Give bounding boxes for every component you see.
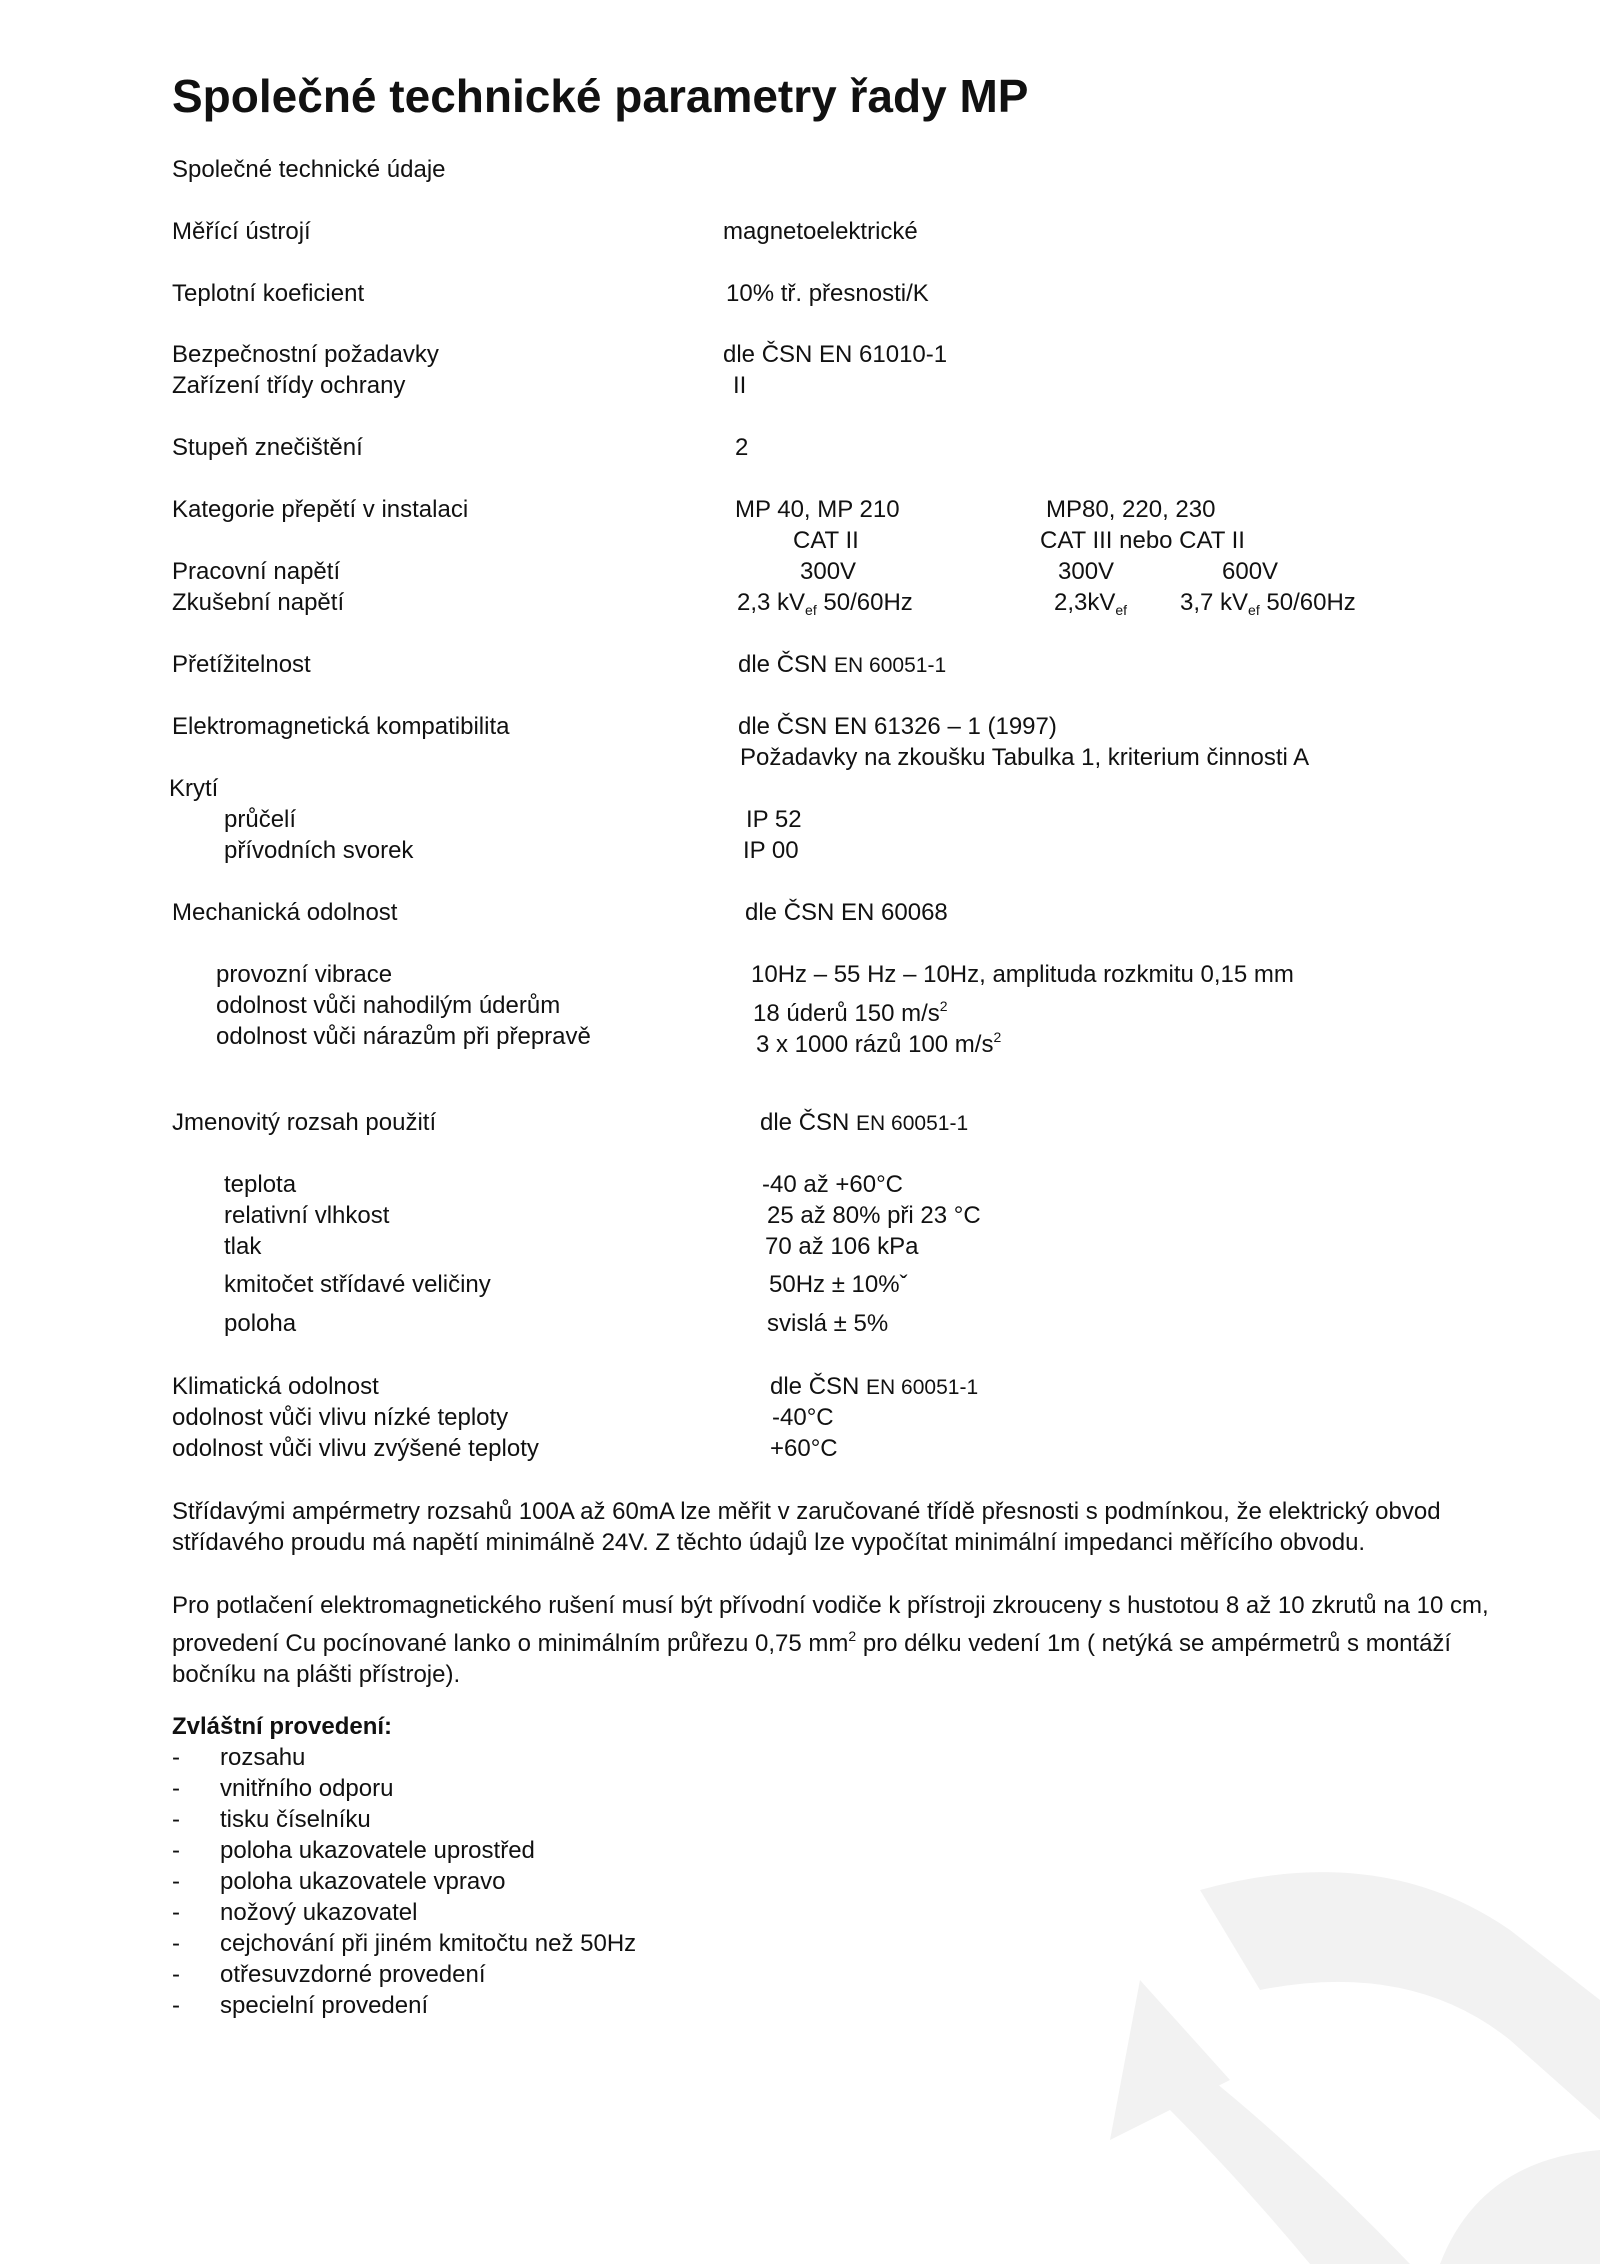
list-item: rozsahu (220, 1744, 306, 1771)
value-nizke: -40°C (772, 1404, 834, 1431)
label-klim: Klimatická odolnost (172, 1373, 379, 1400)
value-zk-col3: 3,7 $kV_{ef}$ 50/60Hz (1180, 589, 1356, 618)
value-zvys: +60°C (770, 1435, 838, 1462)
value-pruceli: IP 52 (746, 806, 802, 833)
page-title: Společné technické parametry řady MP (172, 70, 1029, 122)
value-pret: dle ČSN EN 60051-1 (738, 651, 947, 678)
paragraph-emi: Pro potlačení elektromagnetického rušení musí být přívodní vodiče k přístroji zkrouceny s hustotou 8 až 10 zkrutů na 10 cm, provedení Cu pocínované lanko o minimálním průřezu 0,75 $mm^2$ pro délku vedení 1m ( netýká se ampérmetrů s montáží bočníku na plášti přístroje). (172, 1592, 1489, 1688)
paragraph-ac-ammeters: Střídavými ampérmetry rozsahů 100A až 60mA lze měřit v zaručované třídě přesnosti s podmínkou, že elektrický obvod střídavého proudu má napětí minimálně 24V. Z těchto údajů lze vypočítat minimální impedanci měřícího obvodu. (172, 1498, 1441, 1556)
label-pret: Přetížitelnost (172, 651, 311, 678)
label-pruceli: průčelí (224, 806, 297, 833)
list-item: vnitřního odporu (220, 1775, 394, 1802)
value-teplota: -40 až +60°C (762, 1171, 904, 1198)
value-klim: dle ČSN EN 60051-1 (770, 1373, 979, 1400)
label-uder: odolnost vůči nahodilým úderům (216, 992, 561, 1019)
label-svorek: přívodních svorek (224, 837, 414, 864)
label-zar: Zařízení třídy ochrany (172, 372, 406, 399)
label-kryti: Krytí (169, 775, 219, 802)
label-tepl: Teplotní koeficient (172, 280, 365, 307)
value-vlh: 25 až 80% při 23 °C (767, 1202, 981, 1229)
value-prac-col1: 300V (800, 558, 857, 585)
list-dash: - (172, 1868, 180, 1895)
list-dash: - (172, 1806, 180, 1833)
value-zk-col2: $2,3kV_{ef}$ (1054, 589, 1128, 618)
label-tlak: tlak (224, 1233, 262, 1260)
list-dash: - (172, 1992, 180, 2019)
list-item: tisku číselníku (220, 1806, 371, 1833)
value-naraz: 3 x 1000 rázů 100 $m/s^2$ (756, 1029, 1002, 1058)
label-zk: Zkušební napětí (172, 589, 345, 616)
list-item: cejchování při jiném kmitočtu než 50Hz (220, 1930, 637, 1957)
label-zvys: odolnost vůči vlivu zvýšené teploty (172, 1435, 539, 1462)
label-naraz: odolnost vůči nárazům při přepravě (216, 1023, 591, 1050)
label-poloha: poloha (224, 1310, 297, 1337)
list-item: nožový ukazovatel (220, 1899, 418, 1926)
value-vib: 10Hz – 55 Hz – 10Hz, amplituda rozkmitu 0,15 mm (751, 961, 1294, 988)
value-tepl: 10% tř. přesnosti/K (726, 280, 929, 307)
value-tlak: 70 až 106 kPa (765, 1233, 919, 1260)
value-kat-col1: MP 40, MP 210 (735, 496, 900, 523)
list-item: otřesuvzdorné provedení (220, 1961, 486, 1988)
list-dash: - (172, 1930, 180, 1957)
list-item: poloha ukazovatele uprostřed (220, 1837, 535, 1864)
value-prac-col2: 300V (1058, 558, 1115, 585)
value-zk-col1: 2,3 $kV_{ef}$ 50/60Hz (737, 589, 913, 618)
value-poloha: svislá ± 5% (767, 1310, 889, 1337)
value-kat-col2: MP80, 220, 230 (1046, 496, 1216, 523)
label-kat: Kategorie přepětí v instalaci (172, 496, 469, 523)
value-bezp: dle ČSN EN 61010-1 (723, 341, 948, 368)
value-prac-col3: 600V (1222, 558, 1279, 585)
label-jmen: Jmenovitý rozsah použití (172, 1109, 437, 1136)
value-meri: magnetoelektrické (723, 218, 918, 245)
label-emc: Elektromagnetická kompatibilita (172, 713, 510, 740)
label-vlh: relativní vlhkost (224, 1202, 390, 1229)
special-heading: Zvláštní provedení: (172, 1713, 393, 1740)
label-stup: Stupeň znečištění (172, 434, 363, 461)
list-dash: - (172, 1744, 180, 1771)
label-bezp: Bezpečnostní požadavky (172, 341, 439, 368)
value-jmen: dle ČSN EN 60051-1 (760, 1109, 969, 1136)
subtitle: Společné technické údaje (172, 156, 446, 183)
label-teplota: teplota (224, 1171, 297, 1198)
list-item: specielní provedení (220, 1992, 429, 2019)
value-emc-2: Požadavky na zkoušku Tabulka 1, kriterium činnosti A (740, 744, 1310, 771)
list-item: poloha ukazovatele vpravo (220, 1868, 506, 1895)
label-kmit: kmitočet střídavé veličiny (224, 1271, 491, 1298)
list-dash: - (172, 1899, 180, 1926)
list-dash: - (172, 1837, 180, 1864)
value-kmit: 50Hz ± 10%ˇ (769, 1271, 908, 1298)
label-mech: Mechanická odolnost (172, 899, 398, 926)
value-emc-1: dle ČSN EN 61326 – 1 (1997) (738, 713, 1057, 740)
list-dash: - (172, 1961, 180, 1988)
list-dash: - (172, 1775, 180, 1802)
value-zar: II (733, 372, 747, 399)
label-vib: provozní vibrace (216, 961, 393, 988)
value-mech: dle ČSN EN 60068 (745, 899, 948, 926)
watermark-logo (1080, 1820, 1600, 2264)
value-svorek: IP 00 (743, 837, 799, 864)
logo-shape (1110, 1872, 1600, 2264)
label-prac: Pracovní napětí (172, 558, 341, 585)
label-nizke: odolnost vůči vlivu nízké teploty (172, 1404, 509, 1431)
value-cat-col1: CAT II (793, 527, 859, 554)
label-meri: Měřící ústrojí (172, 218, 311, 245)
value-uder: 18 úderů 150 $m/s^2$ (753, 998, 948, 1027)
value-stup: 2 (735, 434, 749, 461)
value-cat-col2: CAT III nebo CAT II (1040, 527, 1245, 554)
